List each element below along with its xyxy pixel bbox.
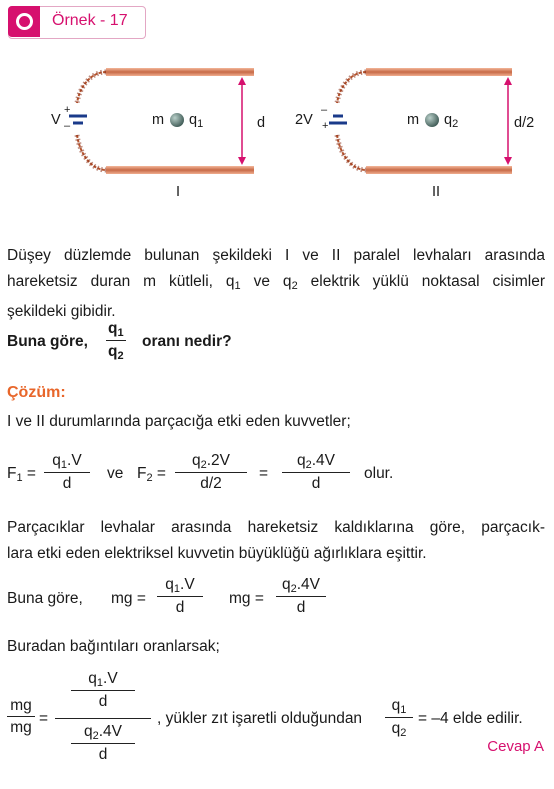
paragraph-line-2: lara etki eden elektriksel kuvvetin büyüklüğü ağırlıklara eşittir. [7, 545, 427, 562]
question-prefix: Buna göre, [7, 333, 88, 350]
ve-text: ve [107, 465, 124, 482]
wire-coil [77, 72, 106, 170]
mg-fraction-1: $q_1.V$ d [157, 576, 203, 617]
charged-particle [170, 113, 184, 127]
olur-text: olur. [364, 465, 394, 482]
mg-ratio-fraction: mg mg [7, 697, 35, 737]
bottom-plate [366, 166, 512, 174]
main-fraction-bar [55, 718, 151, 719]
question-fraction: $q_1$ $q_2$ [108, 320, 124, 362]
circle-icon [8, 6, 40, 37]
example-title: Örnek - 17 [52, 12, 128, 29]
plus-sign: + [64, 104, 71, 116]
plus-sign: + [322, 120, 329, 132]
distance-label: d [257, 115, 266, 131]
F2-simplified-fraction: $q_2.4V$ d [282, 452, 350, 493]
mass-label: m [407, 112, 420, 128]
problem-line-1: Düşey düzlemde bulunan şekildeki I ve II paralel levhaları arasında [7, 247, 545, 264]
minus-sign: – [321, 104, 328, 116]
charge-label: $q_2$ [444, 112, 459, 130]
buna-gore-text: Buna göre, [7, 590, 83, 607]
F2-label: $F_2$ = [137, 465, 166, 484]
mg-label-2: mg = [229, 590, 264, 607]
ratio-top-fraction: $q_1.V$ d [71, 670, 135, 711]
solution-title: Çözüm: [7, 384, 66, 401]
charge-label: $q_1$ [189, 112, 204, 130]
ratio-intro: Buradan bağıntıları oranlarsak; [7, 638, 220, 655]
question-suffix: oranı nedir? [142, 333, 232, 350]
top-plate [366, 68, 512, 76]
figure-label-I: I [176, 184, 181, 200]
F2-fraction: $q_2.2V$ d/2 [175, 452, 247, 493]
charged-particle [425, 113, 439, 127]
bottom-plate [106, 166, 254, 174]
equals-sign: = [259, 465, 269, 482]
problem-line-3: şekildeki gibidir. [7, 303, 116, 320]
mass-label: m [152, 112, 165, 128]
minus-sign: – [64, 120, 71, 132]
arrow-head-up [504, 77, 512, 85]
voltage-label: 2V [295, 112, 313, 128]
problem-text [7, 243, 545, 325]
solution-intro: I ve II durumlarında parçacığa etki eden kuvvetler; [7, 413, 351, 430]
ratio-text: , yükler zıt işaretli olduğundan [157, 710, 363, 727]
distance-label: d/2 [514, 115, 535, 131]
answer-label: Cevap A [487, 738, 544, 755]
mg-fraction-2: $q_2.4V$ d [276, 576, 326, 617]
ratio-bottom-fraction: $q_2.4V$ d [71, 723, 135, 764]
voltage-label: V [51, 112, 61, 128]
wire-coil [337, 72, 366, 170]
paragraph-line-1: Parçacıklar levhalar arasında hareketsiz kaldıklarına göre, parçacık- [7, 519, 545, 536]
F1-label: $F_1$ = [7, 465, 36, 484]
mg-label-1: mg = [111, 590, 146, 607]
ratio-result: = –4 elde edilir. [418, 710, 523, 727]
figure-circuits [0, 55, 554, 205]
q-ratio-fraction: $q_1$ $q_2$ [385, 697, 413, 739]
problem-line-2: hareketsiz duran m kütleli, $q_1$ ve $q_2$ elektrik yüklü noktasal cisimler [7, 273, 546, 292]
equals-sign: = [39, 710, 49, 727]
arrow-head-down [238, 157, 246, 165]
top-plate [106, 68, 254, 76]
figure-2 [329, 68, 512, 174]
solution-paragraph [7, 515, 545, 567]
arrow-head-up [238, 77, 246, 85]
arrow-head-down [504, 157, 512, 165]
F1-fraction: $q_1.V$ d [44, 452, 90, 493]
figure-label-II: II [432, 184, 441, 200]
